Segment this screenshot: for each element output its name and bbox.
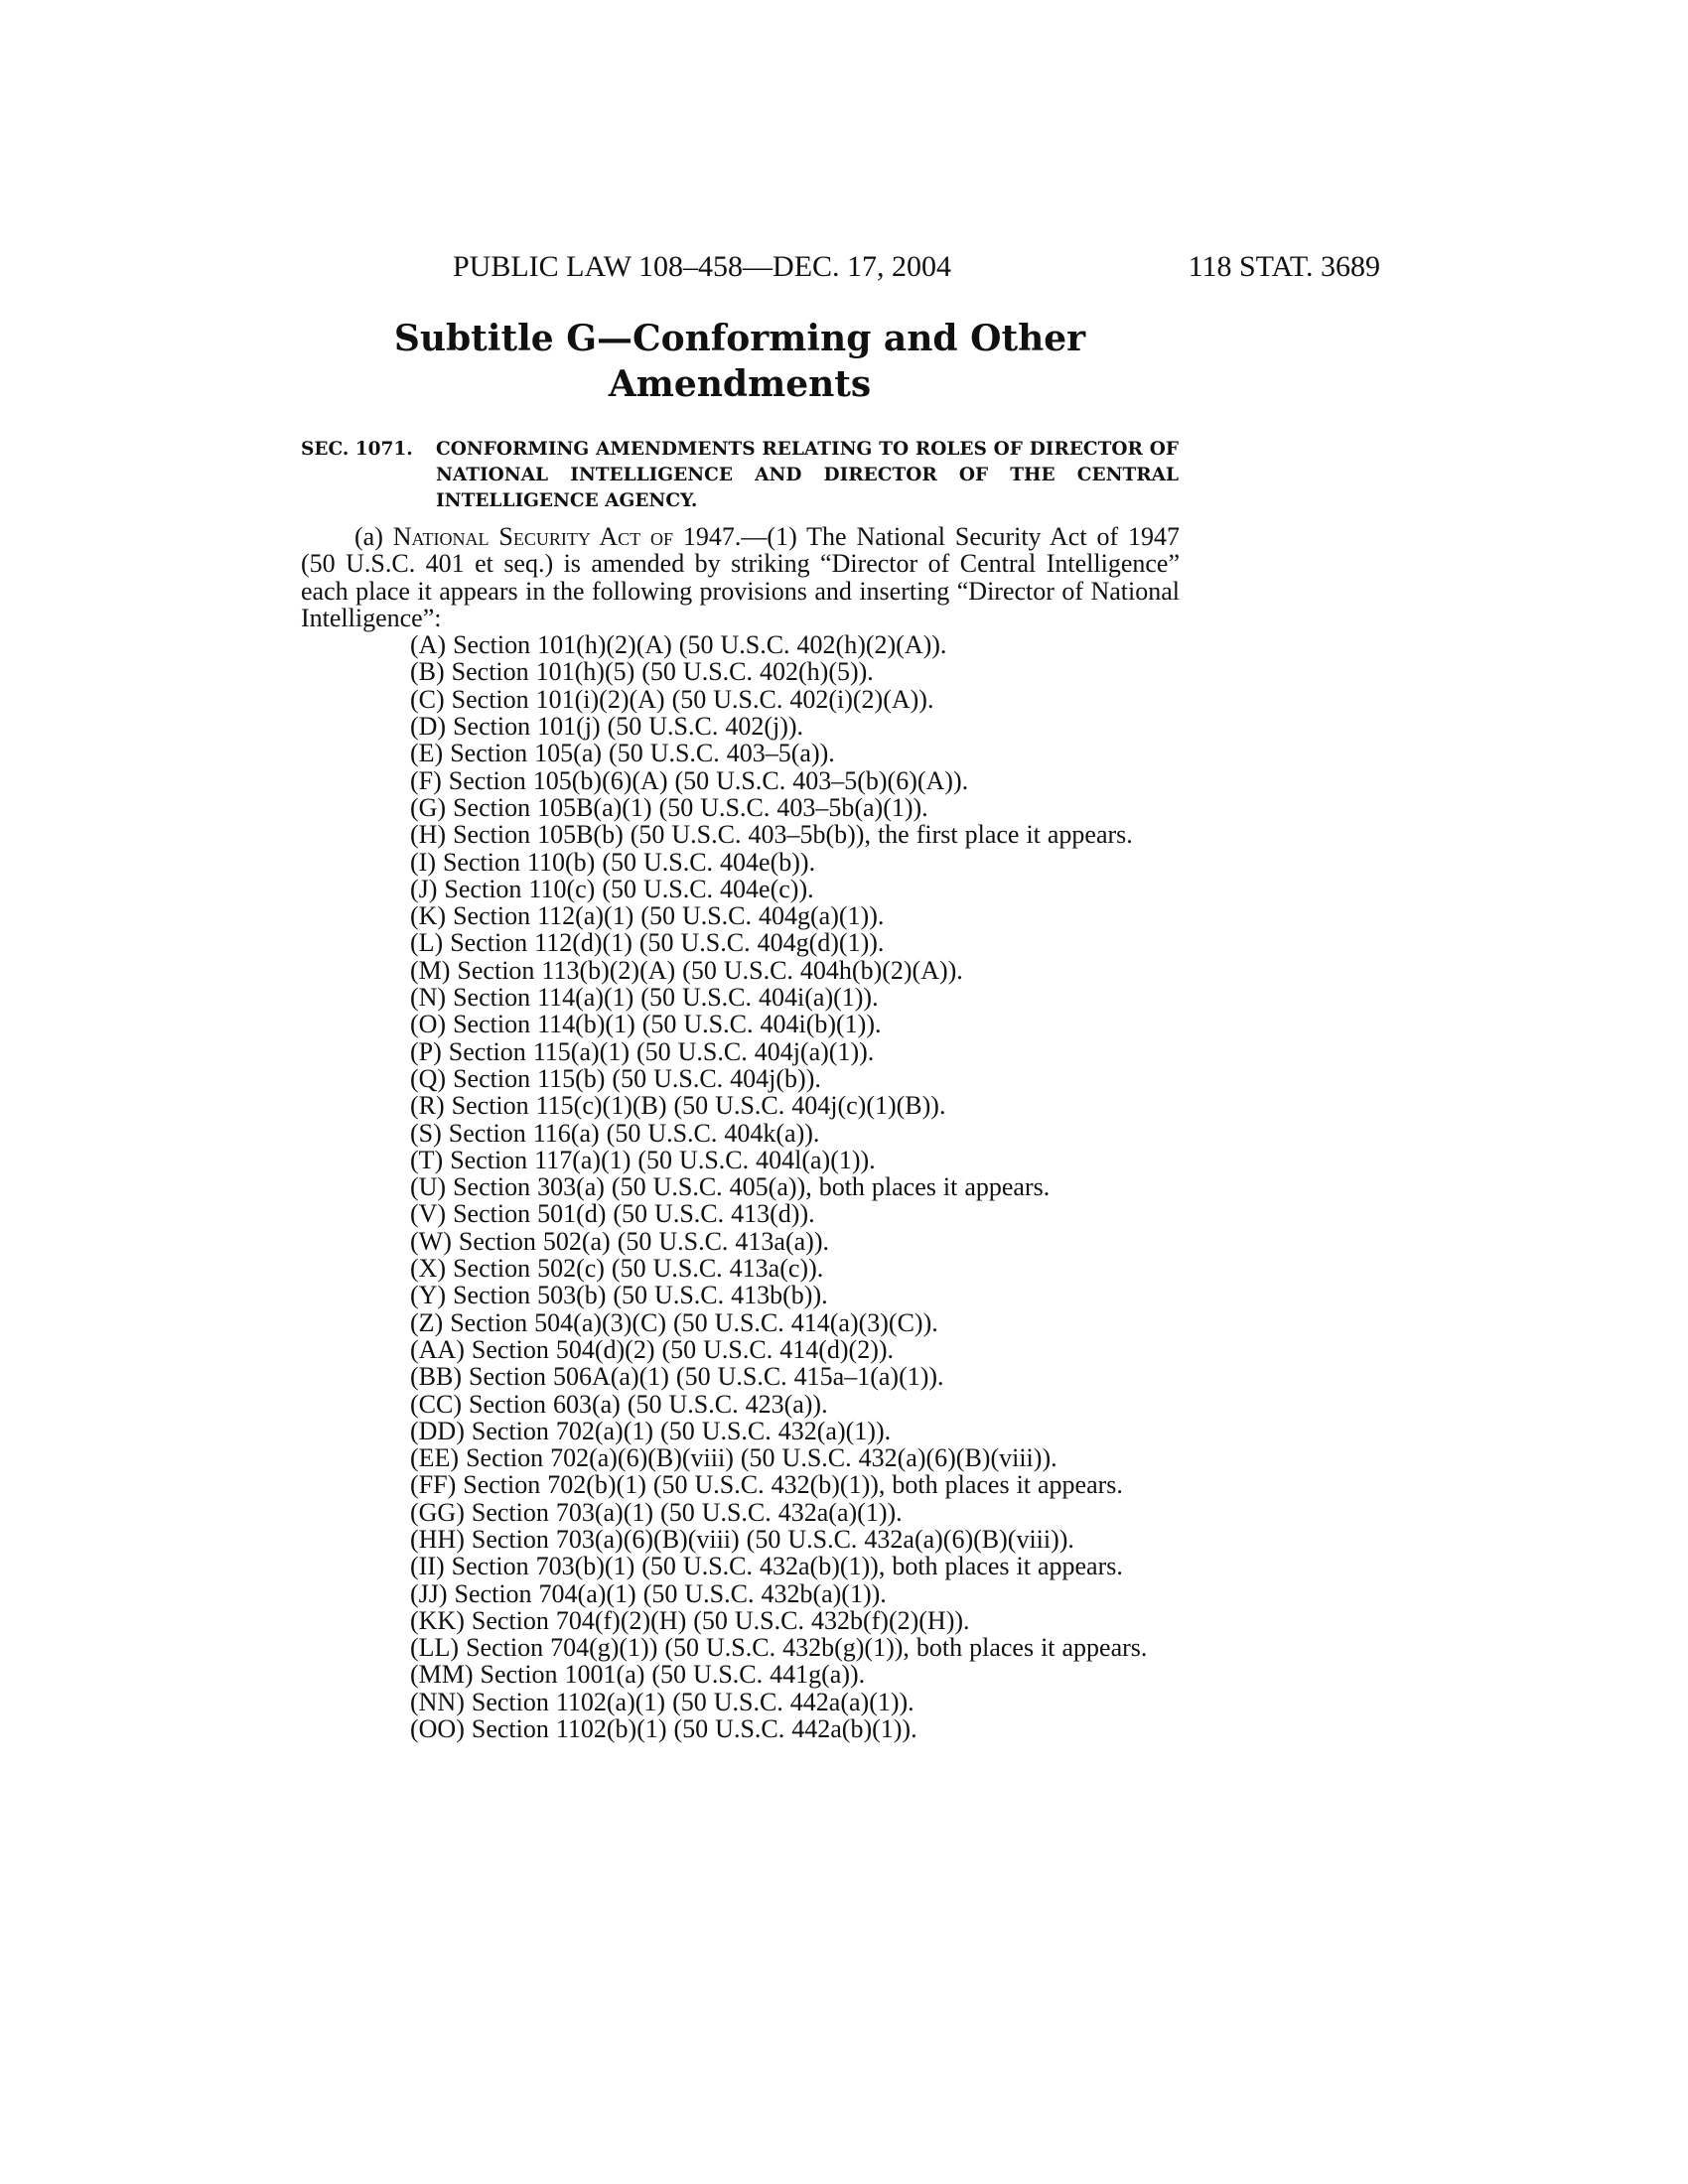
list-item: (FF) Section 702(b)(1) (50 U.S.C. 432(b)(1)), both places it appears.: [410, 1470, 1123, 1500]
list-item: (JJ) Section 704(a)(1) (50 U.S.C. 432b(a)(1)).: [410, 1578, 887, 1608]
list-item: (L) Section 112(d)(1) (50 U.S.C. 404g(d)(1)).: [410, 928, 885, 958]
list-item: (E) Section 105(a) (50 U.S.C. 403–5(a)).: [410, 739, 835, 768]
list-item: (A) Section 101(h)(2)(A) (50 U.S.C. 402(h)(2)(A)).: [410, 630, 947, 660]
running-header: [298, 250, 1380, 290]
list-item: (BB) Section 506A(a)(1) (50 U.S.C. 415a–1(a)(1)).: [410, 1362, 944, 1392]
intro-heading: National Security Act of 1947: [392, 522, 735, 551]
list-item: (CC) Section 603(a) (50 U.S.C. 423(a)).: [410, 1389, 828, 1419]
list-item: (T) Section 117(a)(1) (50 U.S.C. 404l(a)(1)).: [410, 1145, 876, 1174]
list-item: (J) Section 110(c) (50 U.S.C. 404e(c)).: [410, 874, 814, 903]
list-item: (HH) Section 703(a)(6)(B)(viii) (50 U.S.C. 432a(a)(6)(B)(viii)).: [410, 1524, 1074, 1554]
list-item: (AA) Section 504(d)(2) (50 U.S.C. 414(d)(2)).: [410, 1334, 895, 1364]
list-item: (S) Section 116(a) (50 U.S.C. 404k(a)).: [410, 1118, 820, 1148]
list-item: (NN) Section 1102(a)(1) (50 U.S.C. 442a(a)(1)).: [410, 1687, 914, 1716]
list-item: (II) Section 703(b)(1) (50 U.S.C. 432a(b)(1)), both places it appears.: [410, 1552, 1123, 1581]
list-item: (W) Section 502(a) (50 U.S.C. 413a(a)).: [410, 1226, 829, 1256]
list-item: (DD) Section 702(a)(1) (50 U.S.C. 432(a)(1)).: [410, 1416, 892, 1445]
list-item: (GG) Section 703(a)(1) (50 U.S.C. 432a(a)(1)).: [410, 1497, 903, 1527]
list-item: (V) Section 501(d) (50 U.S.C. 413(d)).: [410, 1199, 815, 1229]
amendment-list: [301, 631, 1180, 1742]
intro-lead: (a): [354, 522, 393, 551]
list-item: (M) Section 113(b)(2)(A) (50 U.S.C. 404h(b)(2)(A)).: [410, 955, 963, 985]
list-item: (MM) Section 1001(a) (50 U.S.C. 441g(a)).: [410, 1660, 866, 1690]
list-item: (Y) Section 503(b) (50 U.S.C. 413b(b)).: [410, 1281, 828, 1310]
list-item: (U) Section 303(a) (50 U.S.C. 405(a)), both places it appears.: [410, 1172, 1051, 1202]
list-item: (B) Section 101(h)(5) (50 U.S.C. 402(h)(5)).: [410, 657, 874, 687]
subtitle-heading: [298, 316, 1182, 407]
subtitle-line-1: Subtitle G—Conforming and Other: [393, 318, 1086, 359]
section-title: CONFORMING AMENDMENTS RELATING TO ROLES OF DIRECTOR OF NATIONAL INTELLIGENCE AND DIRECTOR OF THE CENTRAL INTELLIGENCE AGENCY.: [436, 439, 1179, 511]
section-number: SEC. 1071.: [301, 439, 413, 460]
section-body: [301, 523, 1180, 1742]
statute-page-number: 118 STAT. 3689: [1188, 250, 1380, 283]
subtitle-line-2: Amendments: [608, 363, 872, 405]
list-item: (O) Section 114(b)(1) (50 U.S.C. 404i(b)(1)).: [410, 1010, 882, 1039]
list-item: (C) Section 101(i)(2)(A) (50 U.S.C. 402(i)(2)(A)).: [410, 684, 934, 714]
list-item: (Z) Section 504(a)(3)(C) (50 U.S.C. 414(a)(3)(C)).: [410, 1307, 938, 1337]
intro-text: .—(1) The National Security Act of 1947 (50 U.S.C. 401 et seq.) is amended by striking “Director of Central Intelligence” each place it appears in the following provisions and inserting “Director of National Intelligence”:: [301, 522, 1180, 632]
list-item: (KK) Section 704(f)(2)(H) (50 U.S.C. 432b(f)(2)(H)).: [410, 1605, 970, 1635]
list-item: (F) Section 105(b)(6)(A) (50 U.S.C. 403–5(b)(6)(A)).: [410, 765, 969, 795]
list-item: (P) Section 115(a)(1) (50 U.S.C. 404j(a)(1)).: [410, 1036, 875, 1066]
intro-paragraph: [301, 523, 1180, 631]
list-item: (K) Section 112(a)(1) (50 U.S.C. 404g(a)(1)).: [410, 901, 885, 931]
list-item: (Q) Section 115(b) (50 U.S.C. 404j(b)).: [410, 1063, 821, 1093]
public-law-citation: PUBLIC LAW 108–458—DEC. 17, 2004: [453, 250, 952, 283]
list-item: (H) Section 105B(b) (50 U.S.C. 403–5b(b)), the first place it appears.: [410, 820, 1133, 850]
list-item: (EE) Section 702(a)(6)(B)(viii) (50 U.S.C. 432(a)(6)(B)(viii)).: [410, 1443, 1057, 1473]
list-item: (OO) Section 1102(b)(1) (50 U.S.C. 442a(b)(1)).: [410, 1714, 917, 1744]
list-item: (D) Section 101(j) (50 U.S.C. 402(j)).: [410, 712, 804, 742]
list-item: (X) Section 502(c) (50 U.S.C. 413a(c)).: [410, 1254, 824, 1284]
list-item: (LL) Section 704(g)(1)) (50 U.S.C. 432b(g)(1)), both places it appears.: [410, 1633, 1148, 1663]
list-item: (N) Section 114(a)(1) (50 U.S.C. 404i(a)(1)).: [410, 983, 879, 1013]
list-item: (G) Section 105B(a)(1) (50 U.S.C. 403–5b(a)(1)).: [410, 792, 928, 822]
list-item: (R) Section 115(c)(1)(B) (50 U.S.C. 404j(c)(1)(B)).: [410, 1091, 946, 1121]
list-item: (I) Section 110(b) (50 U.S.C. 404e(b)).: [410, 847, 816, 877]
